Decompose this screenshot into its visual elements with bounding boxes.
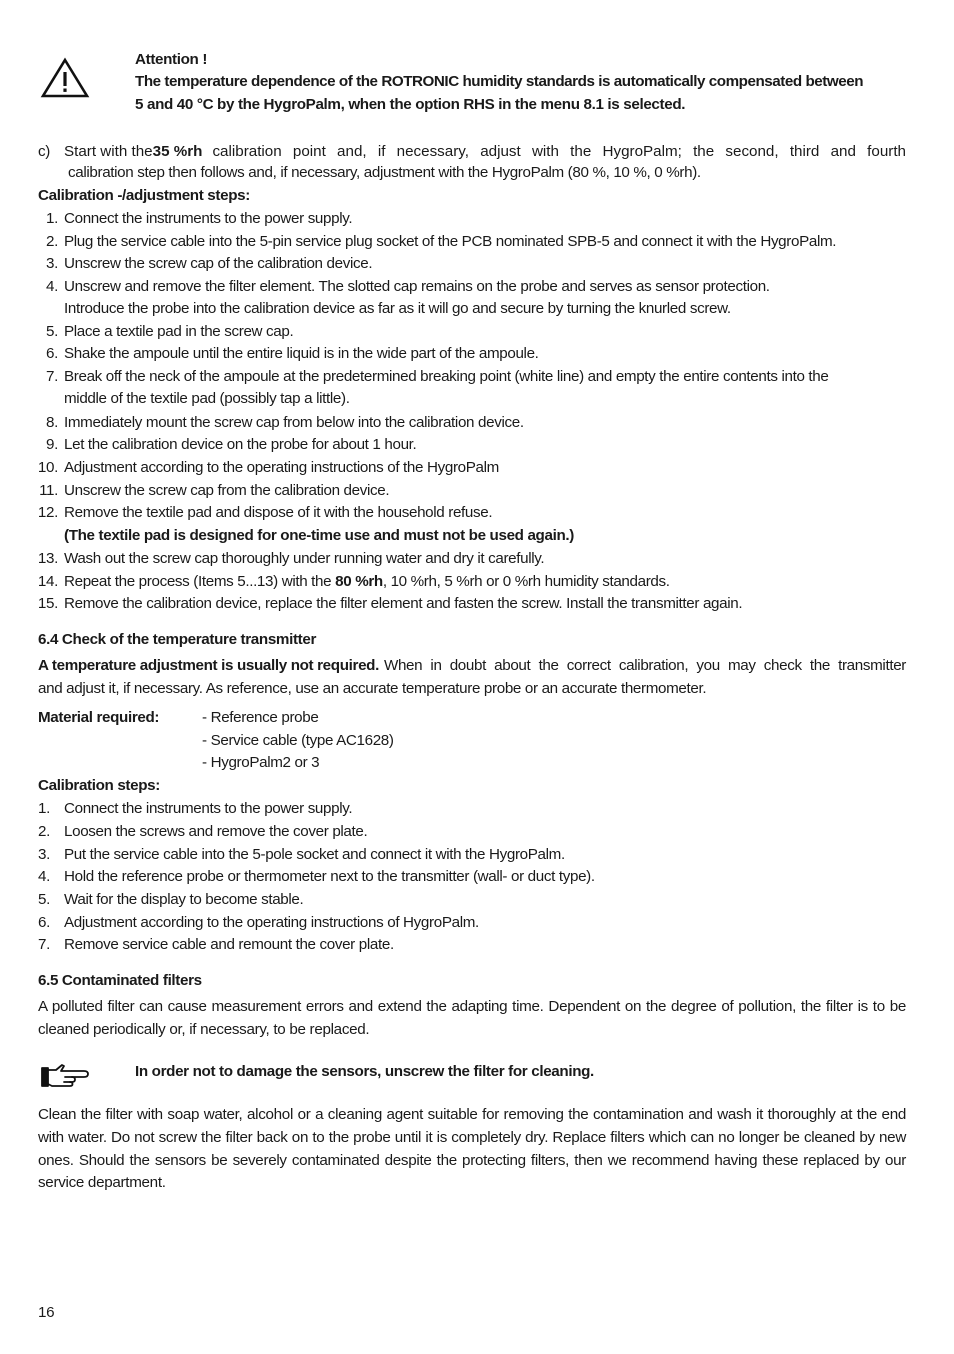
- list-item: Plug the service cable into the 5-pin service plug socket of the PCB nominated SPB-5 and connect it with the HygroPalm.: [64, 233, 837, 250]
- list-number: 4.: [38, 868, 50, 885]
- list-number: 8.: [46, 414, 58, 431]
- list-number: 6.: [46, 345, 58, 362]
- list-item: [64, 573, 670, 590]
- list-number: 1.: [46, 210, 58, 227]
- list-number: 3.: [38, 846, 50, 863]
- list-item: Put the service cable into the 5-pole socket and connect it with the HygroPalm.: [64, 846, 565, 863]
- item14-post: , 10 %rh, 5 %rh or 0 %rh humidity standards.: [382, 573, 670, 590]
- list-number: 10.: [37, 459, 58, 476]
- step-c-line-2: calibration step then follows and, if necessary, adjustment with the HygroPalm (80 %, 10 %, 0 %rh).: [68, 164, 701, 181]
- item14-pre: Repeat the process (Items 5...13) with the: [64, 573, 336, 590]
- step-c-post: calibration point and, if necessary, adjust with the HygroPalm; the second, third and fourth: [212, 143, 906, 160]
- step-c-label: c): [38, 143, 50, 160]
- item14-bold: 80 %rh: [335, 573, 383, 590]
- material-item: - HygroPalm2 or 3: [202, 754, 320, 771]
- step-c-line-1: [64, 143, 906, 160]
- list-item: Remove the textile pad and dispose of it with the household refuse.: [64, 504, 493, 521]
- material-item: - Reference probe: [202, 709, 319, 726]
- list-item: Adjustment according to the operating instructions of the HygroPalm: [64, 459, 499, 476]
- list-number: 13.: [37, 550, 58, 567]
- list-item: Shake the ampoule until the entire liquid is in the wide part of the ampoule.: [64, 345, 539, 362]
- list-item: Break off the neck of the ampoule at the predetermined breaking point (white line) and empty the entire contents into the: [64, 368, 829, 385]
- attention-line-1: The temperature dependence of the ROTRONIC humidity standards is automatically compensated between: [135, 73, 864, 90]
- section-6-5-heading: 6.5 Contaminated filters: [38, 972, 202, 989]
- filter-cleaning-note: In order not to damage the sensors, unscrew the filter for cleaning.: [135, 1063, 594, 1080]
- list-number: 12.: [37, 504, 58, 521]
- attention-line-2: 5 and 40 °C by the HygroPalm, when the option RHS in the menu 8.1 is selected.: [135, 96, 686, 113]
- material-item: - Service cable (type AC1628): [202, 732, 394, 749]
- list-number: 1.: [38, 800, 50, 817]
- list-number: 5.: [38, 891, 50, 908]
- list-number: 4.: [46, 278, 58, 295]
- list-number: 11.: [39, 482, 58, 499]
- step-c-bold: 35 %rh: [152, 143, 203, 160]
- list-item: Remove the calibration device, replace the filter element and fasten the screw. Install the transmitter again.: [64, 595, 743, 612]
- list-item: Hold the reference probe or thermometer next to the transmitter (wall- or duct type).: [64, 868, 595, 885]
- list-item: Connect the instruments to the power supply.: [64, 800, 353, 817]
- section-6-5-paragraph-2: Clean the filter with soap water, alcohol or a cleaning agent suitable for removing the contamination and wash it thoroughly at the end with water. Do not screw the filter back on to the probe until it is completely dry. Replace filters which can no longer be cleaned by new ones. Should the sensors be severely contaminated despite the protecting filters, then we recommend having these replaced by our service department.: [38, 1106, 906, 1192]
- list-number: 3.: [46, 255, 58, 272]
- attention-heading: Attention !: [135, 51, 208, 68]
- list-item: Loosen the screws and remove the cover plate.: [64, 823, 368, 840]
- section-6-4-heading: 6.4 Check of the temperature transmitter: [38, 631, 317, 648]
- list-number: 7.: [38, 936, 50, 953]
- list-number: 5.: [46, 323, 58, 340]
- list-item: Connect the instruments to the power supply.: [64, 210, 353, 227]
- warning-triangle-icon: [40, 57, 90, 99]
- page-number: 16: [38, 1304, 55, 1321]
- pointing-hand-icon: [40, 1063, 90, 1089]
- cal-adjust-heading: Calibration -/adjustment steps:: [38, 187, 250, 204]
- section-6-4-line-2: and adjust it, if necessary. As reference, use an accurate temperature probe or an accurate thermometer.: [38, 680, 707, 697]
- section-6-4-lead-rest: When in doubt about the correct calibration, you may check the transmitter: [383, 657, 906, 674]
- list-item: Adjustment according to the operating instructions of HygroPalm.: [64, 914, 479, 931]
- list-item: Immediately mount the screw cap from below into the calibration device.: [64, 414, 524, 431]
- list-number: 2.: [38, 823, 50, 840]
- section-6-4-lead: [38, 657, 906, 674]
- list-number: 9.: [46, 436, 58, 453]
- list-number: 2.: [46, 233, 58, 250]
- list-item: middle of the textile pad (possibly tap a little).: [64, 390, 350, 407]
- list-item: Wash out the screw cap thoroughly under running water and dry it carefully.: [64, 550, 545, 567]
- material-label: Material required:: [38, 709, 160, 726]
- list-item: Introduce the probe into the calibration device as far as it will go and secure by turning the knurled screw.: [64, 300, 731, 317]
- list-item: Place a textile pad in the screw cap.: [64, 323, 294, 340]
- section-6-4-lead-bold: A temperature adjustment is usually not required.: [38, 657, 379, 674]
- step-c-pre: Start with the: [64, 143, 153, 160]
- cal-adjust-note: (The textile pad is designed for one-time use and must not be used again.): [64, 527, 574, 544]
- list-item: Unscrew the screw cap of the calibration device.: [64, 255, 373, 272]
- list-item: Wait for the display to become stable.: [64, 891, 304, 908]
- list-number: 7.: [46, 368, 58, 385]
- list-item: Unscrew and remove the filter element. The slotted cap remains on the probe and serves as sensor protection.: [64, 278, 770, 295]
- list-number: 15.: [37, 595, 58, 612]
- calibration-steps-heading: Calibration steps:: [38, 777, 160, 794]
- list-number: 14.: [37, 573, 58, 590]
- list-item: Unscrew the screw cap from the calibration device.: [64, 482, 390, 499]
- list-number: 6.: [38, 914, 50, 931]
- list-item: Let the calibration device on the probe for about 1 hour.: [64, 436, 417, 453]
- list-item: Remove service cable and remount the cover plate.: [64, 936, 394, 953]
- section-6-5-paragraph-1: A polluted filter can cause measurement errors and extend the adapting time. Dependent on the degree of pollution, the filter is to be cleaned periodically or, if necessary, to be replaced.: [38, 998, 906, 1038]
